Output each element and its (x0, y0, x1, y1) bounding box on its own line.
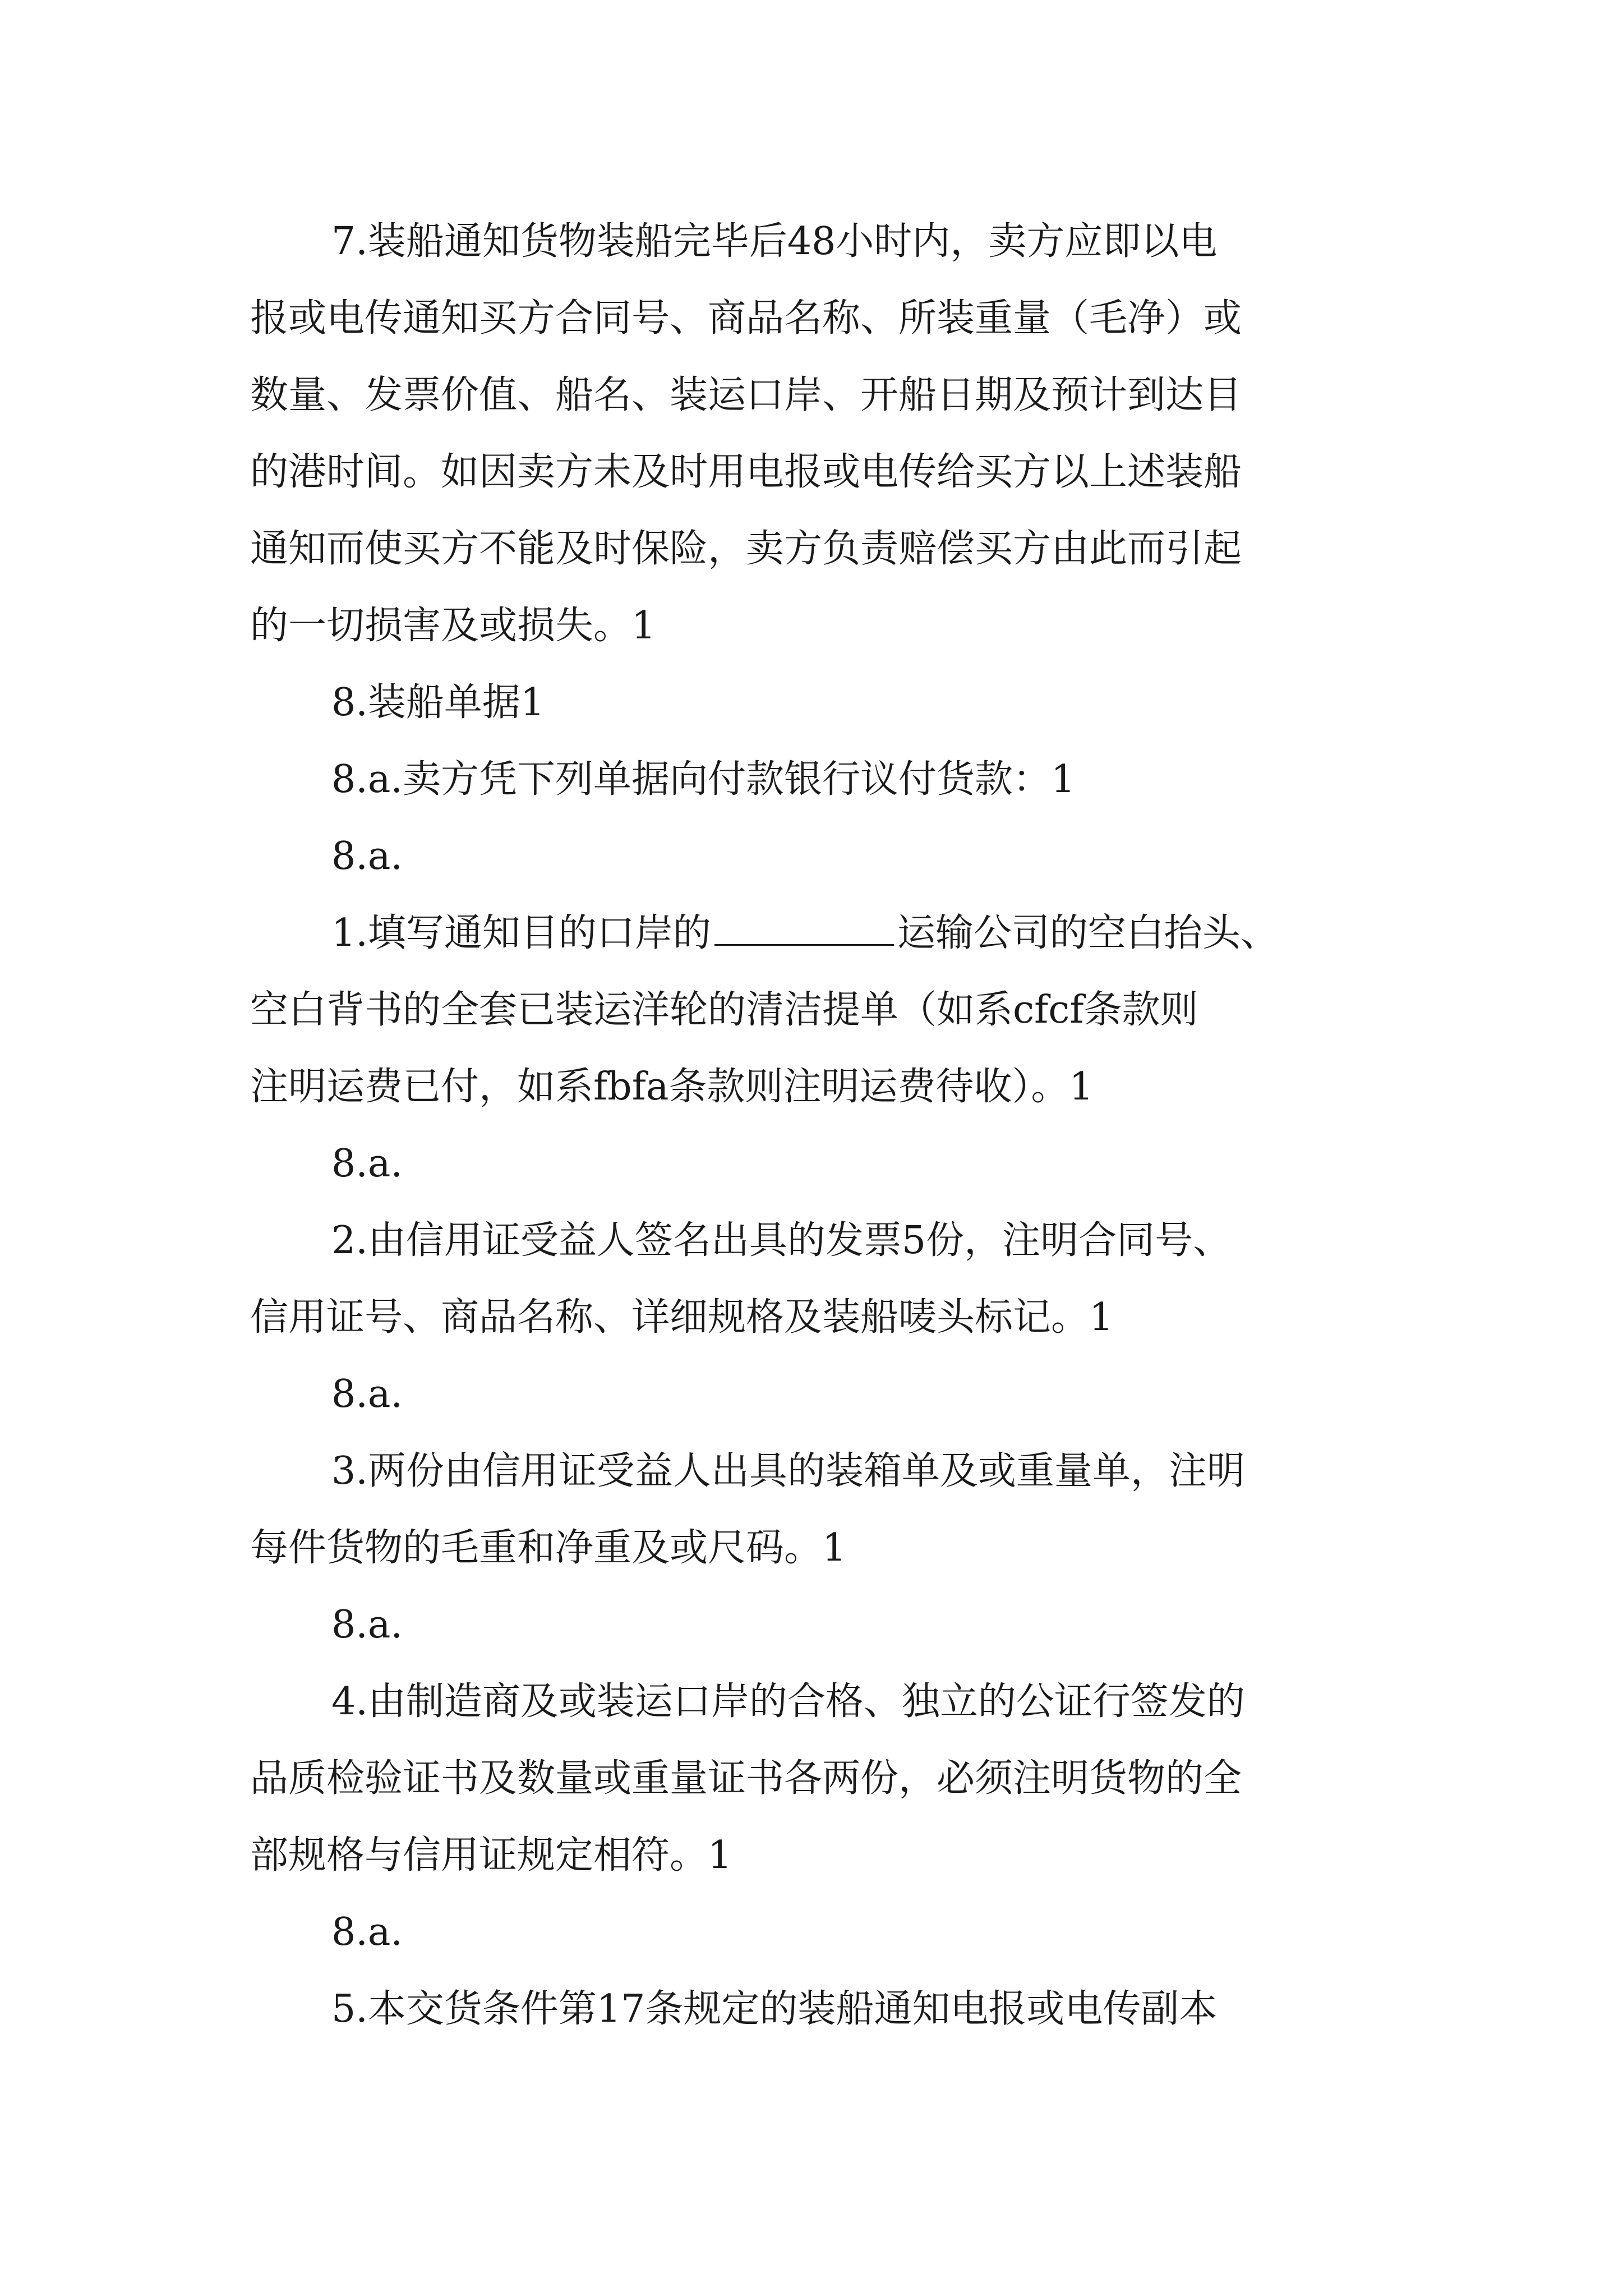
fill-in-blank (714, 909, 894, 946)
paragraph-line: 空白背书的全套已装运洋轮的清洁提单（如系cfcf条款则 (250, 988, 1198, 1032)
item-label: 8.a. (331, 1603, 403, 1647)
paragraph-line: 部规格与信用证规定相符。1 (250, 1833, 732, 1878)
paragraph-line: 的港时间。如因卖方未及时用电报或电传给买方以上述装船 (250, 450, 1242, 494)
paragraph-line: 4.由制造商及或装运口岸的合格、独立的公证行签发的 (331, 1680, 1245, 1724)
paragraph-line: 8.a.卖方凭下列单据向付款银行议付货款：1 (331, 757, 1076, 802)
paragraph-line: 报或电传通知买方合同号、商品名称、所装重量（毛净）或 (250, 296, 1242, 341)
paragraph-line: 的一切损害及或损失。1 (250, 604, 656, 648)
paragraph-line (250, 895, 1389, 972)
paragraph-line: 注明运费已付，如系fbfa条款则注明运费待收）。1 (250, 1065, 1094, 1109)
paragraph-line: 3.两份由信用证受益人出具的装箱单及或重量单，注明 (331, 1449, 1245, 1493)
item-label: 8.a. (331, 1142, 403, 1186)
paragraph-line: 2.由信用证受益人签名出具的发票5份，注明合同号、 (331, 1218, 1232, 1263)
paragraph-line: 品质检验证书及数量或重量证书各两份，必须注明货物的全 (250, 1756, 1242, 1801)
paragraph-line: 数量、发票价值、船名、装运口岸、开船日期及预计到达目 (250, 373, 1242, 417)
line-text: 1.填写通知目的口岸的 (331, 911, 711, 955)
paragraph-line: 信用证号、商品名称、详细规格及装船唛头标记。1 (250, 1295, 1114, 1340)
paragraph-line: 每件货物的毛重和净重及或尺码。1 (250, 1526, 847, 1570)
item-label: 8.a. (331, 1910, 403, 1954)
item-label: 8.a. (331, 1372, 403, 1416)
paragraph-line: 通知而使买方不能及时保险，卖方负责赔偿买方由此而引起 (250, 527, 1242, 571)
item-label: 8.a. (331, 834, 403, 878)
line-text: 运输公司的空白抬头、 (897, 911, 1279, 955)
paragraph-line: 7.装船通知货物装船完毕后48小时内，卖方应即以电 (331, 219, 1218, 264)
section-heading: 8.装船单据1 (331, 680, 545, 725)
paragraph-line: 5.本交货条件第17条规定的装船通知电报或电传副本 (331, 1987, 1218, 2031)
document-body (250, 203, 1389, 2047)
